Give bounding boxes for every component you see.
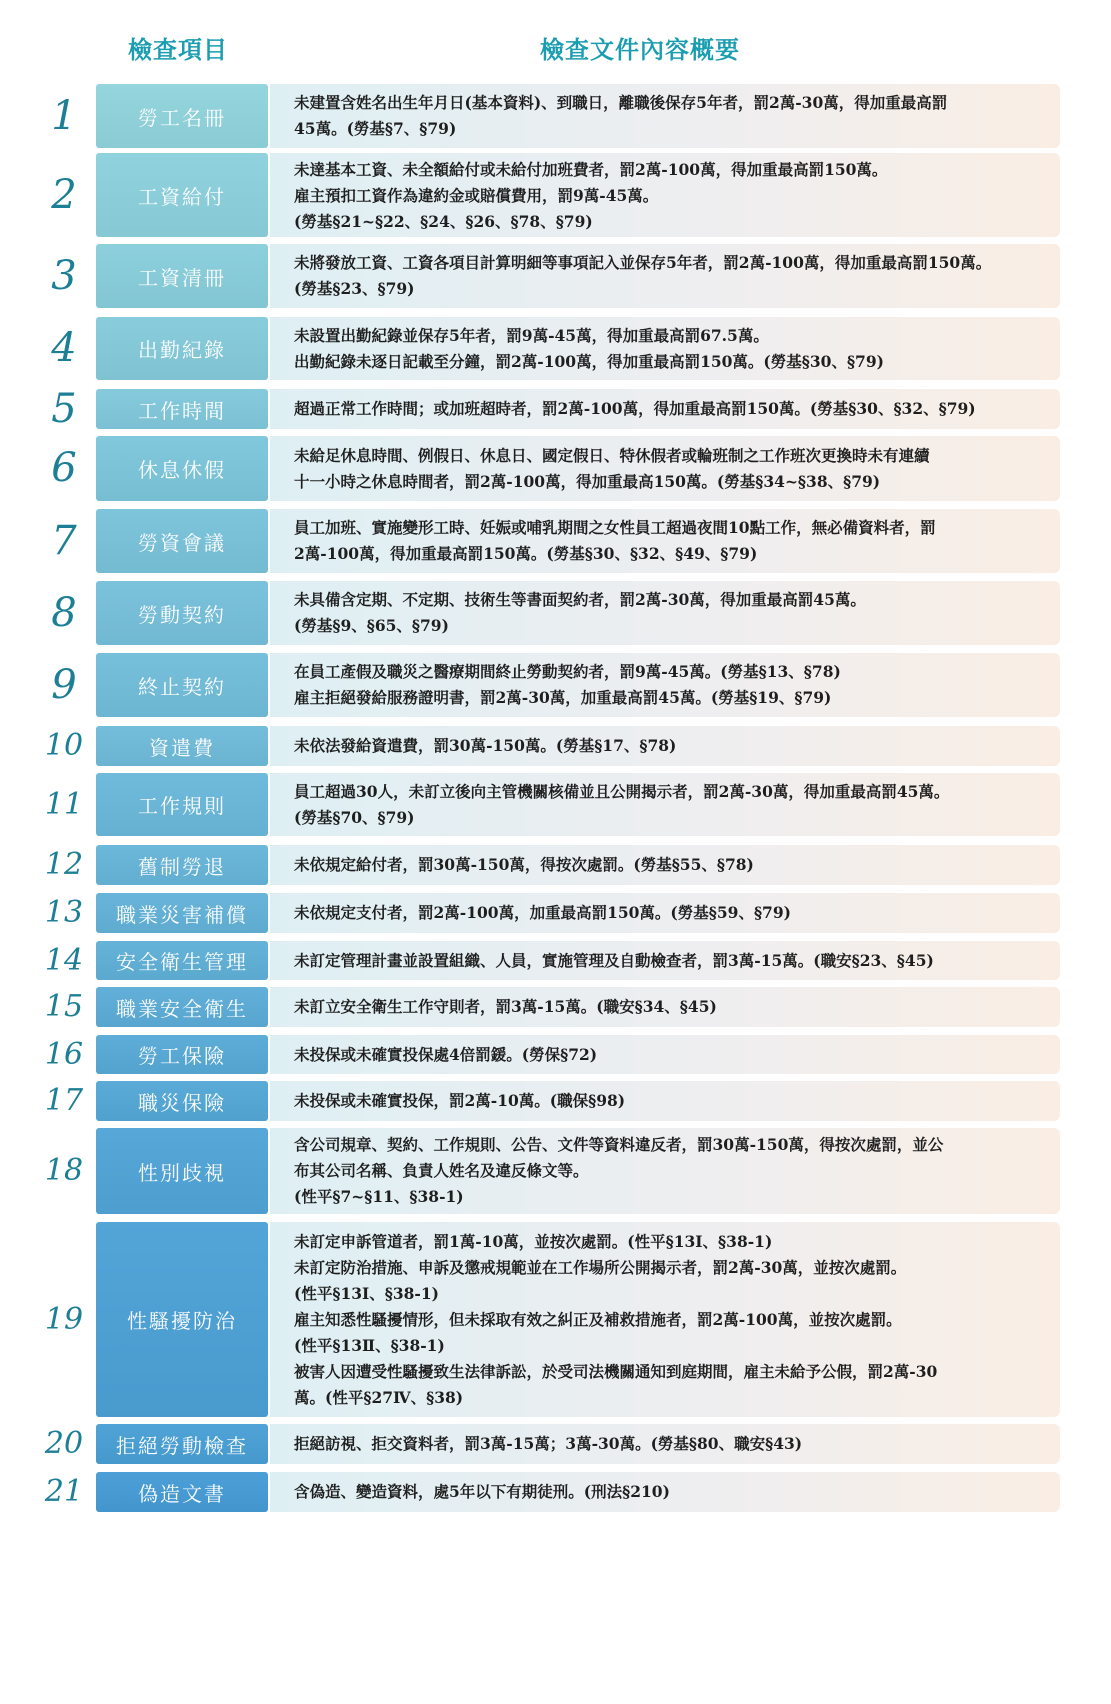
table-row [0, 653, 1111, 717]
description-line: 雇主預扣工資作為違約金或賠償費用，罰9萬-45萬。 [294, 186, 659, 205]
description-line: 十一小時之休息時間者，罰2萬-100萬，得加重最高150萬。(勞基§34~§38、§79) [294, 472, 881, 491]
description-line: 萬。(性平§27Ⅳ、§38) [294, 1388, 464, 1407]
description-line: 未給足休息時間、例假日、休息日、國定假日、特休假者或輪班制之工作班次更換時未有連續 [294, 446, 930, 465]
description-cell [270, 941, 1060, 980]
description-line: 雇主知悉性騷擾情形，但未採取有效之糾正及補救措施者，罰2萬-100萬，並按次處罰。 [294, 1310, 902, 1329]
table-row [0, 1035, 1111, 1074]
table-row [0, 726, 1111, 766]
table-row [0, 581, 1111, 645]
category-label: 職業災害補償 [96, 893, 268, 933]
description-cell [270, 84, 1060, 148]
description-cell [270, 653, 1060, 717]
table-row [0, 941, 1111, 980]
row-number: 6 [51, 445, 77, 491]
table-row [0, 1081, 1111, 1121]
table-row [0, 773, 1111, 836]
description-cell [270, 893, 1060, 933]
row-number: 21 [44, 1474, 84, 1509]
table-row [0, 1128, 1111, 1214]
description-line: 未訂定申訴管道者，罰1萬-10萬，並按次處罰。(性平§13Ⅰ、§38-1) [294, 1232, 773, 1251]
description-line: 在員工產假及職災之醫療期間終止勞動契約者，罰9萬-45萬。(勞基§13、§78) [294, 662, 841, 681]
description-line: 2萬-100萬，得加重最高罰150萬。(勞基§30、§32、§49、§79) [294, 544, 758, 563]
description-line: (勞基§21~§22、§24、§26、§78、§79) [294, 212, 593, 231]
description-cell [270, 436, 1060, 501]
row-number: 3 [51, 253, 77, 299]
category-label: 拒絕勞動檢查 [96, 1424, 268, 1464]
category-label: 工作規則 [96, 773, 268, 836]
category-label: 職災保險 [96, 1081, 268, 1121]
row-number: 20 [44, 1426, 84, 1461]
category-label: 休息休假 [96, 436, 268, 501]
description-line: 出勤紀錄未逐日記載至分鐘，罰2萬-100萬，得加重最高罰150萬。(勞基§30、§79) [294, 352, 884, 371]
description-line: 含偽造、變造資料，處5年以下有期徒刑。(刑法§210) [294, 1482, 670, 1501]
description-cell [270, 1035, 1060, 1074]
description-line: (勞基§70、§79) [294, 808, 415, 827]
description-cell [270, 773, 1060, 836]
row-number: 10 [44, 728, 84, 763]
row-number: 11 [44, 787, 84, 822]
description-cell [270, 987, 1060, 1027]
row-number: 12 [44, 847, 84, 882]
table-row [0, 436, 1111, 501]
description-line: (勞基§9、§65、§79) [294, 616, 449, 635]
description-line: 雇主拒絕發給服務證明書，罰2萬-30萬，加重最高罰45萬。(勞基§19、§79) [294, 688, 832, 707]
description-line: 未依規定給付者，罰30萬-150萬，得按次處罰。(勞基§55、§78) [294, 855, 754, 874]
table-row [0, 386, 1111, 432]
table-row [0, 987, 1111, 1027]
category-label: 終止契約 [96, 653, 268, 717]
description-line: 未投保或未確實投保，罰2萬-10萬。(職保§98) [294, 1091, 626, 1110]
row-number: 4 [51, 325, 77, 371]
description-line: 未設置出勤紀錄並保存5年者，罰9萬-45萬，得加重最高罰67.5萬。 [294, 326, 769, 345]
description-line: 未依規定支付者，罰2萬-100萬，加重最高罰150萬。(勞基§59、§79) [294, 903, 791, 922]
description-line: 未建置含姓名出生年月日(基本資料)、到職日，離職後保存5年者，罰2萬-30萬，得加重最高罰 [294, 93, 948, 112]
description-line: 45萬。(勞基§7、§79) [294, 119, 457, 138]
description-line: 員工超過30人，未訂立後向主管機關核備並且公開揭示者，罰2萬-30萬，得加重最高罰45萬。 [294, 782, 950, 801]
category-label: 工資給付 [96, 153, 268, 237]
row-number: 8 [51, 590, 77, 636]
description-cell [270, 153, 1060, 237]
description-line: (性平§13Ⅰ、§38-1) [294, 1284, 439, 1303]
description-cell [270, 845, 1060, 885]
category-label: 勞動契約 [96, 581, 268, 645]
description-line: 被害人因遭受性騷擾致生法律訴訟，於受司法機關通知到庭期間，雇主未給予公假，罰2萬-30 [294, 1362, 938, 1381]
description-cell [270, 1081, 1060, 1121]
table-row [0, 1424, 1111, 1464]
row-number: 14 [44, 943, 84, 978]
description-cell [270, 1222, 1060, 1417]
description-cell [270, 581, 1060, 645]
row-number: 9 [51, 662, 77, 708]
row-number: 7 [51, 518, 77, 564]
description-line: (性平§13Ⅱ、§38-1) [294, 1336, 445, 1355]
column-header-document-summary: 檢查文件內容概要 [540, 35, 740, 64]
table-row [0, 153, 1111, 237]
description-cell [270, 509, 1060, 573]
category-label: 出勤紀錄 [96, 317, 268, 380]
category-label: 工資清冊 [96, 244, 268, 308]
category-label: 勞工名冊 [96, 84, 268, 148]
table-row [0, 1222, 1111, 1417]
category-label: 性別歧視 [96, 1128, 268, 1214]
description-cell [270, 389, 1060, 429]
description-line: 未達基本工資、未全額給付或未給付加班費者，罰2萬-100萬，得加重最高罰150萬。 [294, 160, 888, 179]
row-number: 5 [51, 386, 77, 432]
description-cell [270, 317, 1060, 380]
description-line: (性平§7~§11、§38-1) [294, 1187, 464, 1206]
table-row [0, 317, 1111, 380]
category-label: 職業安全衛生 [96, 987, 268, 1027]
description-line: 未訂定防治措施、申訴及懲戒規範並在工作場所公開揭示者，罰2萬-30萬，並按次處罰。 [294, 1258, 907, 1277]
row-number: 15 [44, 989, 84, 1024]
category-label: 偽造文書 [96, 1472, 268, 1512]
column-header-inspection-item: 檢查項目 [128, 35, 228, 64]
table-row [0, 84, 1111, 148]
category-label: 性騷擾防治 [96, 1222, 268, 1417]
row-number: 1 [51, 93, 77, 139]
description-line: 未投保或未確實投保處4倍罰鍰。(勞保§72) [294, 1045, 598, 1064]
table-row [0, 1472, 1111, 1512]
description-cell [270, 1472, 1060, 1512]
description-line: 含公司規章、契約、工作規則、公告、文件等資料違反者，罰30萬-150萬，得按次處罰，並公 [294, 1135, 944, 1154]
table-row [0, 893, 1111, 933]
row-number: 13 [44, 895, 84, 930]
table-row [0, 244, 1111, 308]
description-cell [270, 726, 1060, 766]
description-line: 未將發放工資、工資各項目計算明細等事項記入並保存5年者，罰2萬-100萬，得加重最高罰150萬。 [294, 253, 992, 272]
description-line: 員工加班、實施變形工時、妊娠或哺乳期間之女性員工超過夜間10點工作，無必備資料者，罰 [294, 518, 936, 537]
category-label: 舊制勞退 [96, 845, 268, 885]
description-line: 未訂定管理計畫並設置組織、人員，實施管理及自動檢查者，罰3萬-15萬。(職安§23、§45) [294, 951, 934, 970]
description-line: 未具備含定期、不定期、技術生等書面契約者，罰2萬-30萬，得加重最高罰45萬。 [294, 590, 866, 609]
row-number: 2 [51, 172, 77, 218]
category-label: 勞工保險 [96, 1035, 268, 1074]
row-number: 18 [44, 1153, 84, 1188]
table-header [0, 0, 1111, 92]
category-label: 安全衛生管理 [96, 941, 268, 980]
description-cell [270, 244, 1060, 308]
description-line: 未依法發給資遣費，罰30萬-150萬。(勞基§17、§78) [294, 736, 677, 755]
description-line: 布其公司名稱、負責人姓名及違反條文等。 [294, 1161, 589, 1180]
description-line: 未訂立安全衛生工作守則者，罰3萬-15萬。(職安§34、§45) [294, 997, 717, 1016]
row-number: 17 [44, 1083, 84, 1118]
description-line: 拒絕訪視、拒交資料者，罰3萬-15萬；3萬-30萬。(勞基§80、職安§43) [294, 1434, 803, 1453]
table-row [0, 845, 1111, 885]
category-label: 資遣費 [96, 726, 268, 766]
description-line: 超過正常工作時間；或加班超時者，罰2萬-100萬，得加重最高罰150萬。(勞基§30、§32、§79) [294, 399, 976, 418]
description-line: (勞基§23、§79) [294, 279, 415, 298]
row-number: 16 [44, 1037, 84, 1072]
description-cell [270, 1424, 1060, 1464]
row-number: 19 [44, 1302, 84, 1337]
description-cell [270, 1128, 1060, 1214]
category-label: 工作時間 [96, 389, 268, 429]
table-row [0, 509, 1111, 573]
category-label: 勞資會議 [96, 509, 268, 573]
